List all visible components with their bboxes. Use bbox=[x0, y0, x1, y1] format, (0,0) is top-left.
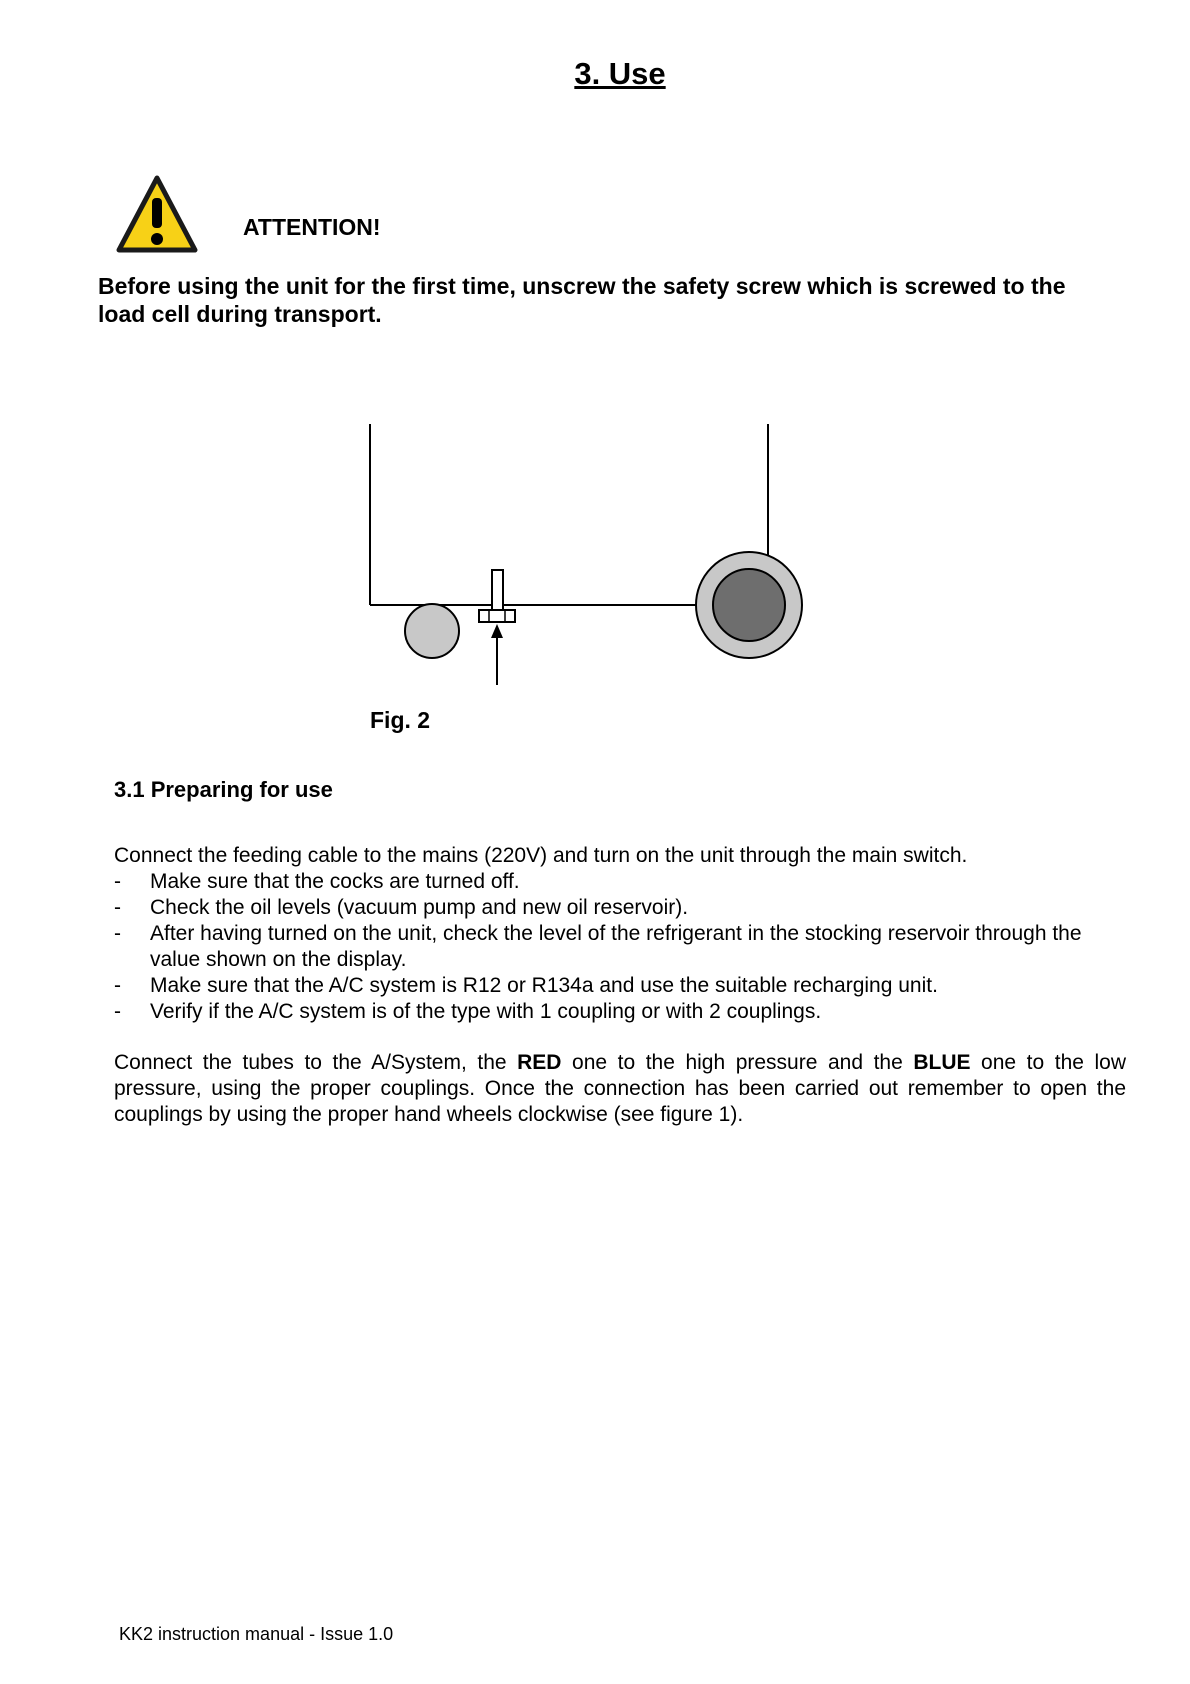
list-item-text: Make sure that the A/C system is R12 or R134a and use the suitable recharging unit. bbox=[150, 974, 938, 997]
bullet-marker: - bbox=[114, 1000, 121, 1023]
safety-screw-nut bbox=[479, 610, 515, 622]
list-item bbox=[114, 895, 1126, 921]
list-item bbox=[114, 921, 1126, 973]
preparation-list bbox=[114, 869, 1126, 1025]
bullet-marker: - bbox=[114, 974, 121, 997]
intro-paragraph: Connect the feeding cable to the mains (220V) and turn on the unit through the main switch. bbox=[114, 844, 968, 867]
connect-text-2: one to the high pressure and the bbox=[561, 1051, 914, 1074]
list-item-text: After having turned on the unit, check the level of the refrigerant in the stocking reservoir through the value shown on the display. bbox=[150, 922, 1082, 971]
list-item bbox=[114, 999, 1126, 1025]
indicator-arrow-head bbox=[491, 624, 503, 638]
large-wheel-inner bbox=[713, 569, 785, 641]
page-footer: KK2 instruction manual - Issue 1.0 bbox=[119, 1624, 394, 1644]
bullet-marker: - bbox=[114, 870, 121, 893]
figure-caption: Fig. 2 bbox=[370, 707, 431, 733]
connect-text-1: Connect the tubes to the A/System, the bbox=[114, 1051, 518, 1074]
connect-tubes-paragraph bbox=[114, 1050, 1126, 1128]
list-item bbox=[114, 973, 1126, 999]
section-heading: 3.1 Preparing for use bbox=[114, 777, 333, 802]
small-wheel bbox=[405, 604, 459, 658]
list-item-text: Make sure that the cocks are turned off. bbox=[150, 870, 520, 893]
connect-text-3: one to the low pressure, using the proper couplings. Once the connection has been carried out remember to open the couplings by using the proper hand wheels clockwise (see figure 1). bbox=[114, 1051, 1126, 1126]
page-title: 3. Use bbox=[574, 56, 666, 91]
attention-heading: ATTENTION! bbox=[243, 214, 381, 240]
blue-label: BLUE bbox=[913, 1051, 971, 1074]
figure-2-diagram bbox=[0, 0, 1190, 720]
bullet-marker: - bbox=[114, 922, 121, 945]
red-label: RED bbox=[517, 1051, 562, 1074]
list-item-text: Check the oil levels (vacuum pump and new oil reservoir). bbox=[150, 896, 689, 919]
warning-text: Before using the unit for the first time, unscrew the safety screw which is screwed to the load cell during transport. bbox=[98, 273, 1066, 327]
bullet-marker: - bbox=[114, 896, 121, 919]
safety-screw-shaft bbox=[492, 570, 503, 610]
list-item bbox=[114, 869, 1126, 895]
list-item-text: Verify if the A/C system is of the type with 1 coupling or with 2 couplings. bbox=[150, 1000, 822, 1023]
